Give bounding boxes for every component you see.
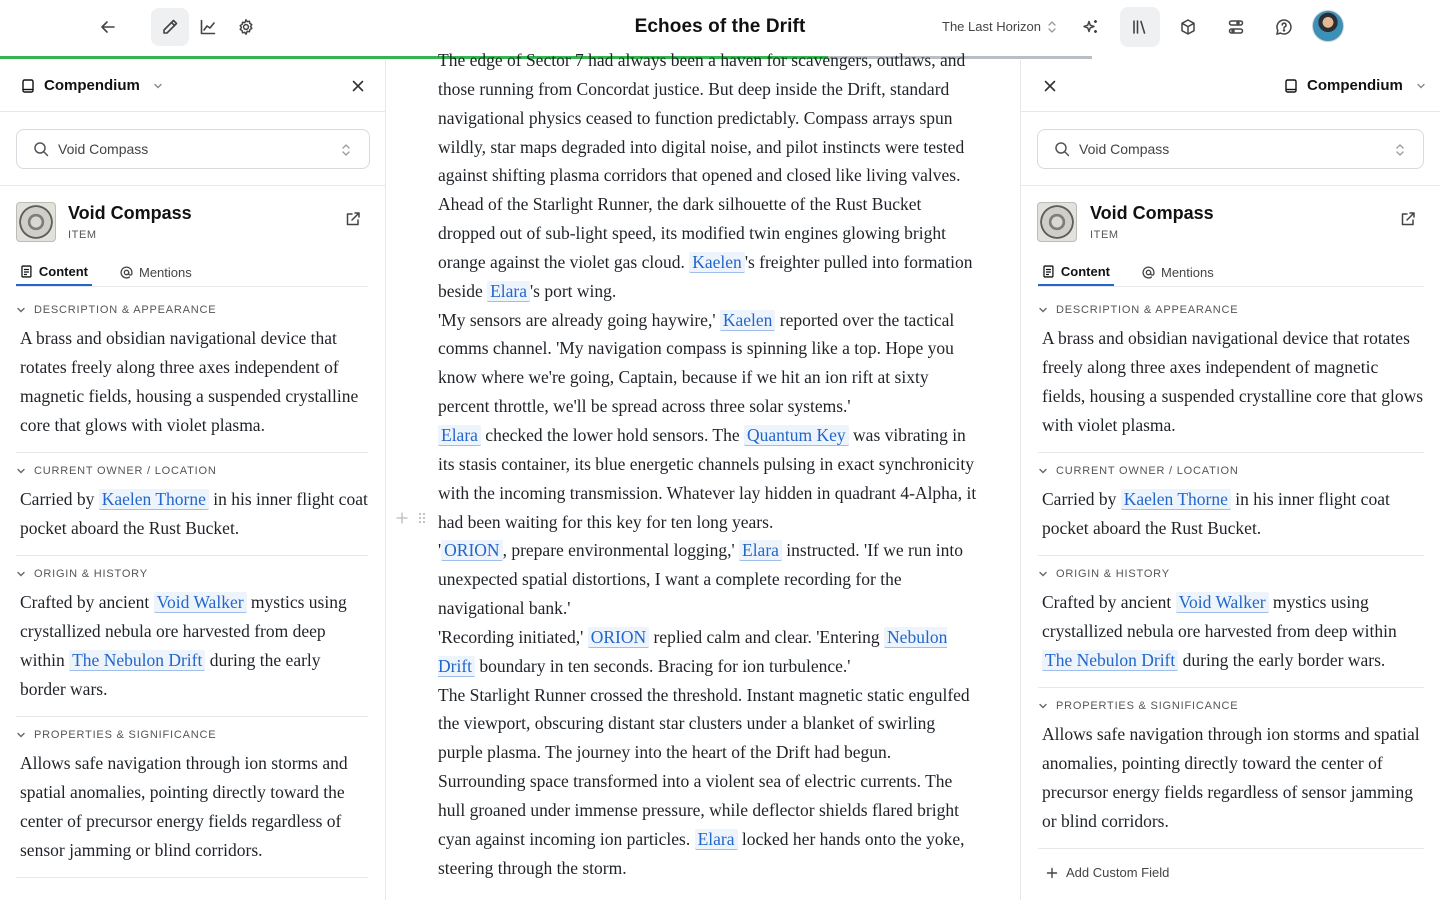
compendium-selector[interactable]	[20, 77, 164, 94]
mention-link[interactable]: Void Walker	[1176, 592, 1269, 613]
section-body: Allows safe navigation through ion storms and spatial anomalies, pointing directly toward the center of precursor energy fields regardless of sensor jamming or blind corridors.	[1042, 724, 1420, 831]
block-handle[interactable]	[396, 511, 428, 525]
section-toggle[interactable]	[16, 727, 368, 743]
section-heading: DESCRIPTION & APPEARANCE	[34, 304, 217, 316]
paragraph[interactable]: The Starlight Runner crossed the threshold. Instant magnetic static engulfed the viewport, obscuring distant star clusters under a blanket of swirling purple plasma. The journey into the heart of the Drift had begun.	[438, 684, 970, 763]
at-sign-icon	[120, 266, 133, 279]
text: Carried by	[20, 489, 99, 509]
sparkles-icon[interactable]	[1072, 8, 1110, 46]
mention-link[interactable]: The Nebulon Drift	[69, 650, 205, 671]
search-icon	[33, 141, 49, 157]
text: in his inner flight coat pocket aboard the Rust Bucket.	[20, 489, 368, 538]
section-heading: CURRENT OWNER / LOCATION	[1056, 465, 1239, 477]
entity-tabs	[16, 258, 196, 286]
document-title: Echoes of the Drift	[634, 16, 806, 37]
document-icon	[20, 265, 33, 278]
chevron-down-icon	[16, 305, 26, 315]
plus-icon	[1046, 867, 1058, 879]
chart-line-icon[interactable]	[189, 8, 227, 46]
section-properties	[1038, 688, 1424, 849]
text: 's port wing.	[530, 280, 617, 301]
tab-label: Content	[1060, 263, 1110, 279]
text: Surrounding space transformed into a violent sea of electric currents. The hull groaned under immense pressure, while deflector shields flared bright cyan against incoming ion particles.	[438, 771, 959, 849]
text: mystics using crystallized nebula ore harvested from deep within	[1042, 592, 1397, 641]
mention-link[interactable]: Void Walker	[154, 592, 247, 613]
section-heading: DESCRIPTION & APPEARANCE	[1056, 304, 1239, 316]
manuscript-editor[interactable]	[438, 46, 983, 882]
tab-mentions[interactable]	[1138, 258, 1218, 286]
text: Crafted by ancient	[20, 592, 154, 612]
mention-link[interactable]: Kaelen Thorne	[99, 489, 209, 510]
compendium-selector[interactable]	[1283, 77, 1427, 94]
text: 'My sensors are already going haywire,'	[438, 309, 720, 330]
tab-mentions[interactable]	[116, 258, 196, 286]
divider	[16, 286, 368, 287]
add-custom-field-button[interactable]	[1038, 849, 1424, 880]
entity-name: Void Compass	[1090, 203, 1214, 223]
chevron-down-icon	[1038, 466, 1048, 476]
project-select-label: The Last Horizon	[942, 19, 1041, 34]
mention-link[interactable]: Kaelen	[689, 252, 745, 273]
mention-link[interactable]: Kaelen	[720, 310, 776, 331]
external-link-icon[interactable]	[1399, 210, 1417, 228]
paragraph[interactable]	[438, 190, 983, 305]
plus-icon[interactable]	[396, 511, 408, 525]
paragraph[interactable]	[438, 421, 983, 536]
add-custom-field-label: Add Custom Field	[1066, 865, 1170, 880]
cube-icon[interactable]	[1169, 8, 1207, 46]
panel-header	[0, 60, 385, 112]
entity-type: ITEM	[68, 229, 97, 241]
library-icon[interactable]	[1120, 7, 1160, 47]
entity-type: ITEM	[1090, 229, 1119, 241]
close-panel-button[interactable]	[348, 76, 368, 96]
paragraph[interactable]	[438, 767, 983, 882]
text: was vibrating in its stasis container, its blue energetic channels pulsing in exact synchronicity with the incoming transmission. Whatever lay hidden in quadrant 4-Alpha, it had been waiting for this key for ten long years.	[438, 424, 977, 532]
section-toggle[interactable]	[16, 566, 368, 582]
avatar[interactable]	[1312, 10, 1344, 42]
book-icon	[1283, 78, 1299, 94]
section-body	[16, 588, 368, 704]
section-toggle[interactable]	[1038, 566, 1424, 582]
search-input[interactable]	[1079, 141, 1339, 157]
text: boundary in ten seconds. Bracing for ion turbulence.'	[475, 655, 851, 676]
tab-label: Mentions	[139, 264, 192, 280]
paragraph[interactable]	[438, 306, 983, 421]
section-heading: PROPERTIES & SIGNIFICANCE	[1056, 700, 1239, 712]
section-heading: ORIGIN & HISTORY	[34, 568, 148, 580]
section-origin	[1038, 556, 1424, 688]
external-link-icon[interactable]	[344, 210, 362, 228]
mention-link[interactable]: Kaelen Thorne	[1121, 489, 1231, 510]
panel-title: Compendium	[44, 77, 140, 94]
entity-sections	[1038, 292, 1424, 880]
book-icon	[20, 78, 36, 94]
close-icon	[1043, 79, 1057, 93]
paragraph[interactable]	[438, 536, 983, 623]
mention-link[interactable]: The Nebulon Drift	[1042, 650, 1178, 671]
text: locked her hands onto the yoke, steering through the storm.	[438, 828, 965, 878]
section-origin	[16, 556, 368, 717]
panel-title: Compendium	[1307, 77, 1403, 94]
mention-link[interactable]: Elara	[739, 540, 782, 561]
tab-content[interactable]	[1038, 258, 1114, 286]
mention-link[interactable]: Elara	[438, 425, 481, 446]
section-body: Allows safe navigation through ion storms and spatial anomalies, pointing directly toward the center of precursor energy fields regardless of sensor jamming or blind corridors.	[20, 753, 348, 860]
section-toggle[interactable]	[16, 302, 368, 318]
chevron-updown-icon	[341, 143, 351, 157]
entity-thumbnail	[16, 202, 56, 242]
text: Crafted by ancient	[1042, 592, 1176, 612]
section-description	[1038, 292, 1424, 453]
section-body	[16, 485, 368, 543]
chevron-down-icon	[16, 569, 26, 579]
section-heading: PROPERTIES & SIGNIFICANCE	[34, 729, 217, 741]
entity-tabs	[1038, 258, 1218, 286]
paragraph[interactable]: The edge of Sector 7 had always been a haven for scavengers, outlaws, and those running from Concordat justice. But deep inside the Drift, standard navigational physics ceased to function predictably. Compass arrays spun wildly, star maps degraded into digital noise, and pilot instincts were tested against shifting plasma corridors that opened and closed like living valves.	[438, 50, 966, 186]
chevron-down-icon	[152, 80, 164, 92]
text: , prepare environmental logging,'	[502, 540, 739, 561]
text: Ahead of the Starlight Runner, the dark silhouette of the Rust Bucket dropped out of sub-light speed, its modified twin engines glowing bright orange against the violet gas cloud.	[438, 194, 946, 272]
section-body: A brass and obsidian navigational device that rotates freely along three axes independent of magnetic fields, housing a suspended crystalline core that glows with violet plasma.	[20, 328, 359, 435]
chevron-down-icon	[1038, 569, 1048, 579]
search-input[interactable]	[58, 141, 318, 157]
section-toggle[interactable]	[1038, 302, 1424, 318]
section-toggle[interactable]	[1038, 463, 1424, 479]
mention-link[interactable]: Elara	[487, 281, 530, 302]
paragraph[interactable]	[438, 623, 983, 681]
chevron-down-icon	[1038, 701, 1048, 711]
project-select[interactable]	[942, 19, 1057, 34]
chevron-down-icon	[16, 466, 26, 476]
panel-header	[1021, 60, 1440, 112]
document-icon	[1042, 265, 1055, 278]
sliders-icon[interactable]	[1217, 8, 1255, 46]
text: mystics using crystallized nebula ore harvested from deep within	[20, 592, 347, 670]
tab-label: Content	[38, 263, 88, 279]
compendium-panel-right	[1020, 60, 1440, 900]
pen-icon[interactable]	[151, 8, 189, 46]
chevron-down-icon	[16, 730, 26, 740]
close-icon	[351, 79, 365, 93]
at-sign-icon	[1142, 266, 1155, 279]
section-description	[16, 292, 368, 453]
section-owner	[1038, 453, 1424, 556]
section-body	[1038, 485, 1424, 543]
text: instructed. 'If we run into unexpected spatial distortions, I want a complete recording for the navigational bank.'	[438, 540, 963, 619]
search-icon	[1054, 141, 1070, 157]
section-body: A brass and obsidian navigational device that rotates freely along three axes independent of magnetic fields, housing a suspended crystalline core that glows with violet plasma.	[1042, 328, 1424, 435]
text: in his inner flight coat pocket aboard the Rust Bucket.	[1042, 489, 1390, 538]
text: '	[438, 540, 442, 561]
tab-content[interactable]	[16, 258, 92, 286]
section-owner	[16, 453, 368, 556]
entity-search[interactable]	[1037, 129, 1424, 169]
divider	[1038, 286, 1424, 287]
back-arrow-icon[interactable]	[89, 8, 127, 46]
text: reported over the tactical comms channel. 'My navigation compass is spinning like a top. Hope you know where we're going, Captain, because if we hit an ion rift at sixty percent throttle, we'll be spread across three solar systems.'	[438, 309, 955, 417]
chevron-updown-icon	[1047, 20, 1057, 34]
chevron-down-icon	[1038, 305, 1048, 315]
tab-label: Mentions	[1161, 264, 1214, 280]
section-body	[1038, 588, 1424, 675]
mention-link[interactable]: Elara	[695, 829, 738, 850]
text: during the early border wars.	[20, 650, 321, 699]
mention-link[interactable]: Nebulon Drift	[438, 626, 948, 676]
text: during the early border wars.	[1178, 650, 1386, 670]
mention-link[interactable]: ORION	[441, 540, 502, 561]
compendium-panel-left	[0, 60, 386, 900]
section-heading: CURRENT OWNER / LOCATION	[34, 465, 217, 477]
help-circle-icon[interactable]	[1265, 8, 1303, 46]
section-toggle[interactable]	[1038, 698, 1424, 714]
drag-handle-icon[interactable]	[416, 511, 428, 525]
section-properties	[16, 717, 368, 878]
text: 'Recording initiated,'	[438, 626, 588, 647]
mention-link[interactable]: Quantum Key	[744, 425, 849, 446]
entity-name: Void Compass	[68, 203, 192, 223]
gear-icon[interactable]	[227, 8, 265, 46]
section-heading: ORIGIN & HISTORY	[1056, 568, 1170, 580]
entity-search[interactable]	[16, 129, 370, 169]
chevron-updown-icon	[1395, 143, 1405, 157]
text: replied calm and clear. 'Entering	[649, 626, 885, 647]
mention-link[interactable]: ORION	[588, 627, 649, 648]
close-panel-button[interactable]	[1040, 76, 1060, 96]
chevron-down-icon	[1415, 80, 1427, 92]
entity-thumbnail	[1037, 202, 1077, 242]
section-toggle[interactable]	[16, 463, 368, 479]
divider	[1021, 185, 1440, 186]
text: 's freighter pulled into formation beside	[438, 251, 973, 301]
text: Carried by	[1042, 489, 1121, 509]
divider	[0, 185, 385, 186]
entity-sections	[16, 292, 368, 878]
text: checked the lower hold sensors. The	[480, 424, 744, 445]
